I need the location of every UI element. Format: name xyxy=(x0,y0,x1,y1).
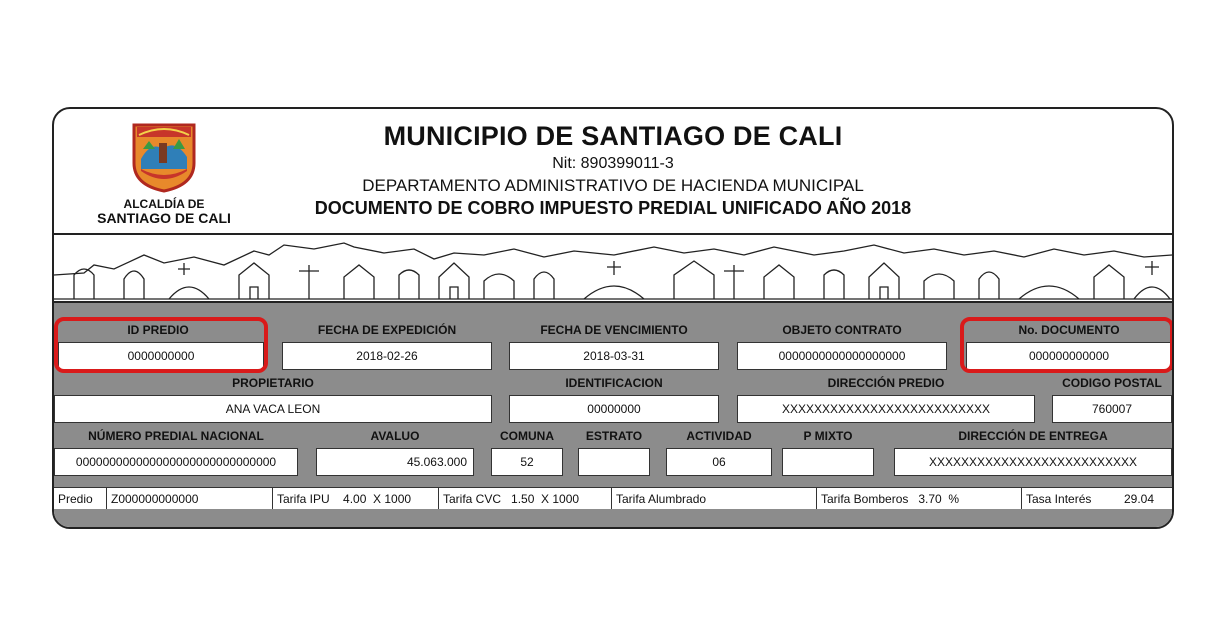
fecha-expedicion-value: 2018-02-26 xyxy=(282,342,492,370)
objeto-contrato-value: 0000000000000000000 xyxy=(737,342,947,370)
data-panel xyxy=(54,301,1172,489)
nit-number: Nit: 890399011-3 xyxy=(552,155,674,172)
propietario-value: ANA VACA LEON xyxy=(54,395,492,423)
p-mixto-label: P MIXTO xyxy=(803,429,853,443)
logo-caption-line2: SANTIAGO DE CALI xyxy=(97,210,231,226)
id-predio-value: 0000000000 xyxy=(58,342,264,370)
id-predio-highlight xyxy=(54,317,268,373)
cali-skyline-icon xyxy=(54,235,1172,301)
codigo-postal-label: CODIGO POSTAL xyxy=(1062,376,1162,390)
no-documento-label: No. DOCUMENTO xyxy=(1018,323,1120,337)
identificacion-label: IDENTIFICACION xyxy=(565,376,663,390)
predio-value: Z000000000000 xyxy=(111,492,199,506)
tarifas-row xyxy=(54,487,1172,511)
direccion-entrega-value: XXXXXXXXXXXXXXXXXXXXXXXXXX xyxy=(894,448,1172,476)
predio-label: Predio xyxy=(58,492,93,506)
document-header xyxy=(54,109,1172,233)
avaluo-label: AVALUO xyxy=(370,429,420,443)
propietario-label: PROPIETARIO xyxy=(232,376,314,390)
no-documento-highlight xyxy=(960,317,1174,373)
document-title: DOCUMENTO DE COBRO IMPUESTO PREDIAL UNIFICADO AÑO 2018 xyxy=(314,198,912,218)
tarifa-bomberos: Tarifa Bomberos 3.70 % xyxy=(821,492,960,506)
identificacion-value: 00000000 xyxy=(509,395,719,423)
comuna-value: 52 xyxy=(491,448,563,476)
tasa-interes-value: 29.04 xyxy=(1124,492,1155,506)
no-documento-value: 000000000000 xyxy=(966,342,1172,370)
fecha-vencimiento-value: 2018-03-31 xyxy=(509,342,719,370)
fecha-vencimiento-label: FECHA DE VENCIMIENTO xyxy=(540,323,688,337)
tarifa-ipu: Tarifa IPU 4.00 X 1000 xyxy=(277,492,412,506)
estrato-value xyxy=(578,448,650,476)
objeto-contrato-label: OBJETO CONTRATO xyxy=(782,323,902,337)
p-mixto-value xyxy=(782,448,874,476)
direccion-entrega-label: DIRECCIÓN DE ENTREGA xyxy=(958,429,1108,443)
department-name: DEPARTAMENTO ADMINISTRATIVO DE HACIENDA MUNICIPAL xyxy=(362,176,864,195)
municipality-title: MUNICIPIO DE SANTIAGO DE CALI xyxy=(383,121,843,151)
id-predio-label: ID PREDIO xyxy=(127,323,189,337)
tasa-interes-label: Tasa Interés xyxy=(1026,492,1092,506)
fecha-expedicion-label: FECHA DE EXPEDICIÓN xyxy=(317,323,457,337)
tarifa-cvc: Tarifa CVC 1.50 X 1000 xyxy=(443,492,580,506)
logo-caption-line1: ALCALDÍA DE xyxy=(123,197,205,211)
estrato-label: ESTRATO xyxy=(585,429,643,443)
tarifa-alumbrado: Tarifa Alumbrado xyxy=(616,492,707,506)
direccion-predio-value: XXXXXXXXXXXXXXXXXXXXXXXXXX xyxy=(737,395,1035,423)
numero-predial-label: NÚMERO PREDIAL NACIONAL xyxy=(88,429,264,443)
comuna-label: COMUNA xyxy=(500,429,554,443)
avaluo-value: 45.063.000 xyxy=(316,448,474,476)
numero-predial-value: 000000000000000000000000000000 xyxy=(54,448,298,476)
codigo-postal-value: 760007 xyxy=(1052,395,1172,423)
actividad-label: ACTIVIDAD xyxy=(686,429,752,443)
cali-skyline-banner xyxy=(54,233,1172,303)
footer-band xyxy=(54,509,1172,529)
direccion-predio-label: DIRECCIÓN PREDIO xyxy=(827,376,945,390)
tax-document-card xyxy=(52,107,1174,529)
actividad-value: 06 xyxy=(666,448,772,476)
